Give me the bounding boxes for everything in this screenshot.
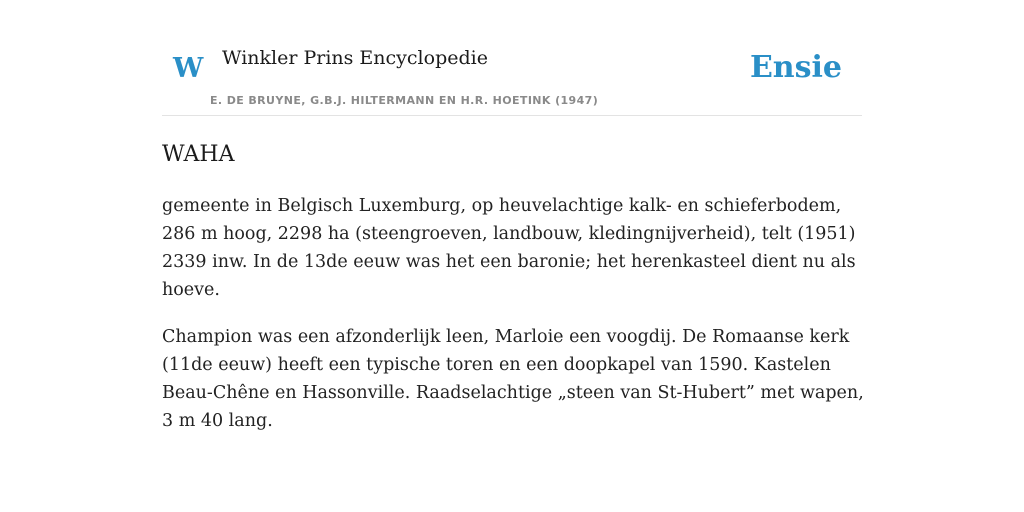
source-header (162, 30, 862, 116)
article-paragraph: Champion was een afzonderlijk leen, Marloie een voogdij. De Romaanse kerk (11de eeuw) heeft een typische toren en een doopkapel van 1590. Kastelen Beau-Chêne en Hassonville. Raadselachtige „steen van St-Hubert” met wapen, 3 m 40 lang. (162, 327, 864, 431)
source-authors: E. DE BRUYNE, G.B.J. HILTERMANN EN H.R. HOETINK (1947) (210, 94, 599, 107)
brand-logo[interactable]: Ensie (749, 50, 842, 85)
article-body (162, 192, 864, 454)
source-title[interactable]: Winkler Prins Encyclopedie (222, 47, 488, 69)
article-headword: WAHA (162, 142, 235, 167)
source-logo[interactable]: W (173, 53, 204, 84)
article-paragraph: gemeente in Belgisch Luxemburg, op heuvelachtige kalk- en schieferbodem, 286 m hoog, 2298 ha (steengroeven, landbouw, kledingnijverheid), telt (1951) 2339 inw. In de 13de eeuw was het een baronie; het herenkasteel dient nu als hoeve. (162, 196, 856, 300)
